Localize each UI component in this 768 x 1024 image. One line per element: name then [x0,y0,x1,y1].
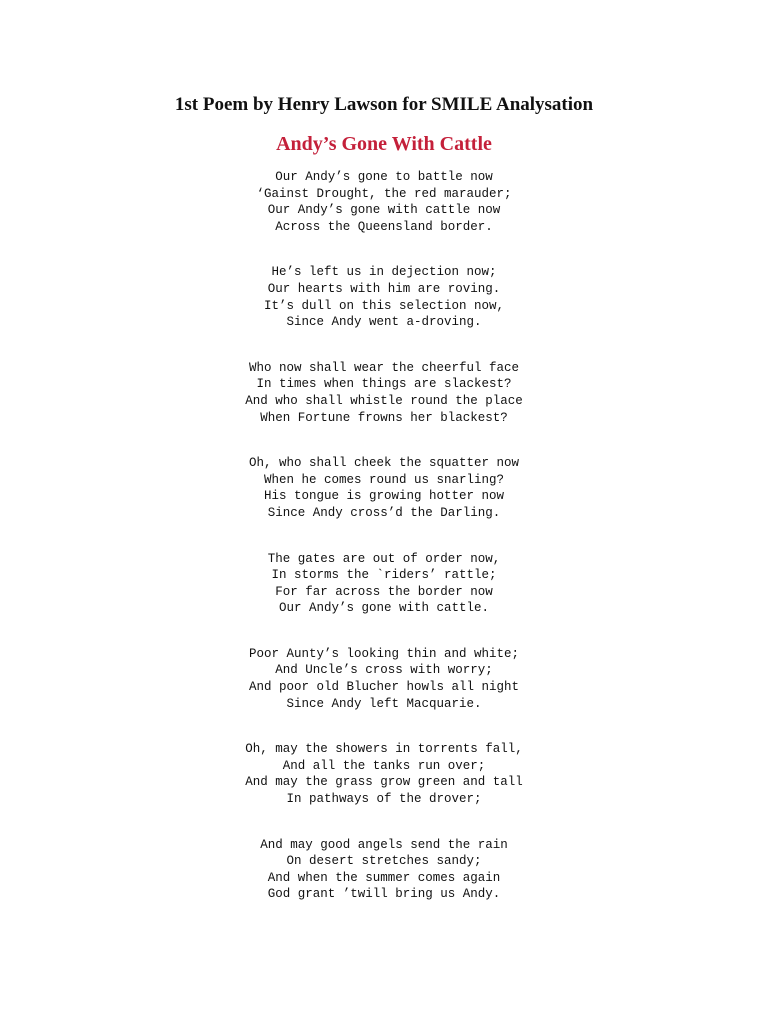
poem-line: God grant ’twill bring us Andy. [267,887,501,902]
stanza-3 [0,360,768,426]
poem-line: The gates are out of order now, [267,551,501,566]
poem-title: Andy’s Gone With Cattle [276,133,492,155]
poem-line: And poor old Blucher howls all night [248,680,520,695]
poem-line: And may the grass grow green and tall [245,775,523,790]
poem-line: Who now shall wear the cheerful face [248,360,520,375]
poem-line: His tongue is growing hotter now [263,489,505,504]
poem-line: Poor Aunty’s looking thin and white; [248,646,520,661]
poem-line: In pathways of the drover; [286,792,482,807]
stanza-5 [0,551,768,617]
poem-line: In times when things are slackest? [256,377,512,392]
poem-line: On desert stretches sandy; [286,854,482,869]
poem-line: Oh, who shall cheek the squatter now [248,456,520,471]
stanza-4 [0,455,768,521]
poem-line: He’s left us in dejection now; [271,265,497,280]
poem-body [0,169,768,932]
poem-line: Since Andy went a-droving. [286,315,482,330]
stanza-7 [0,741,768,807]
poem-line: Our Andy’s gone to battle now [275,170,493,184]
poem-line: ‘Gainst Drought, the red marauder; [256,186,512,201]
stanza-6 [0,646,768,712]
poem-line: When he comes round us snarling? [263,472,505,487]
poem-line: And who shall whistle round the place [245,393,523,408]
poem-line: It’s dull on this selection now, [263,298,505,313]
poem-line: Across the Queensland border. [275,219,493,234]
poem-line: For far across the border now [275,584,493,599]
stanza-2 [0,264,768,330]
poem-line: Since Andy left Macquarie. [286,696,482,711]
poem-line: Oh, may the showers in torrents fall, [245,742,523,757]
poem-line: In storms the `riders’ rattle; [271,568,497,583]
poem-line: And Uncle’s cross with worry; [275,663,493,678]
poem-line: When Fortune frowns her blackest? [260,410,508,425]
poem-line: And when the summer comes again [267,870,501,885]
poem-line: Our Andy’s gone with cattle. [278,601,490,616]
poem-line: Our Andy’s gone with cattle now [267,203,501,218]
poem-line: Our hearts with him are roving. [267,281,501,296]
poem-line: And all the tanks run over; [282,758,486,773]
stanza-1 [0,169,768,235]
poem-line: And may good angels send the rain [260,837,508,852]
stanza-8 [0,837,768,903]
poem-line: Since Andy cross’d the Darling. [267,505,501,520]
document-heading: 1st Poem by Henry Lawson for SMILE Analysation [174,94,594,115]
